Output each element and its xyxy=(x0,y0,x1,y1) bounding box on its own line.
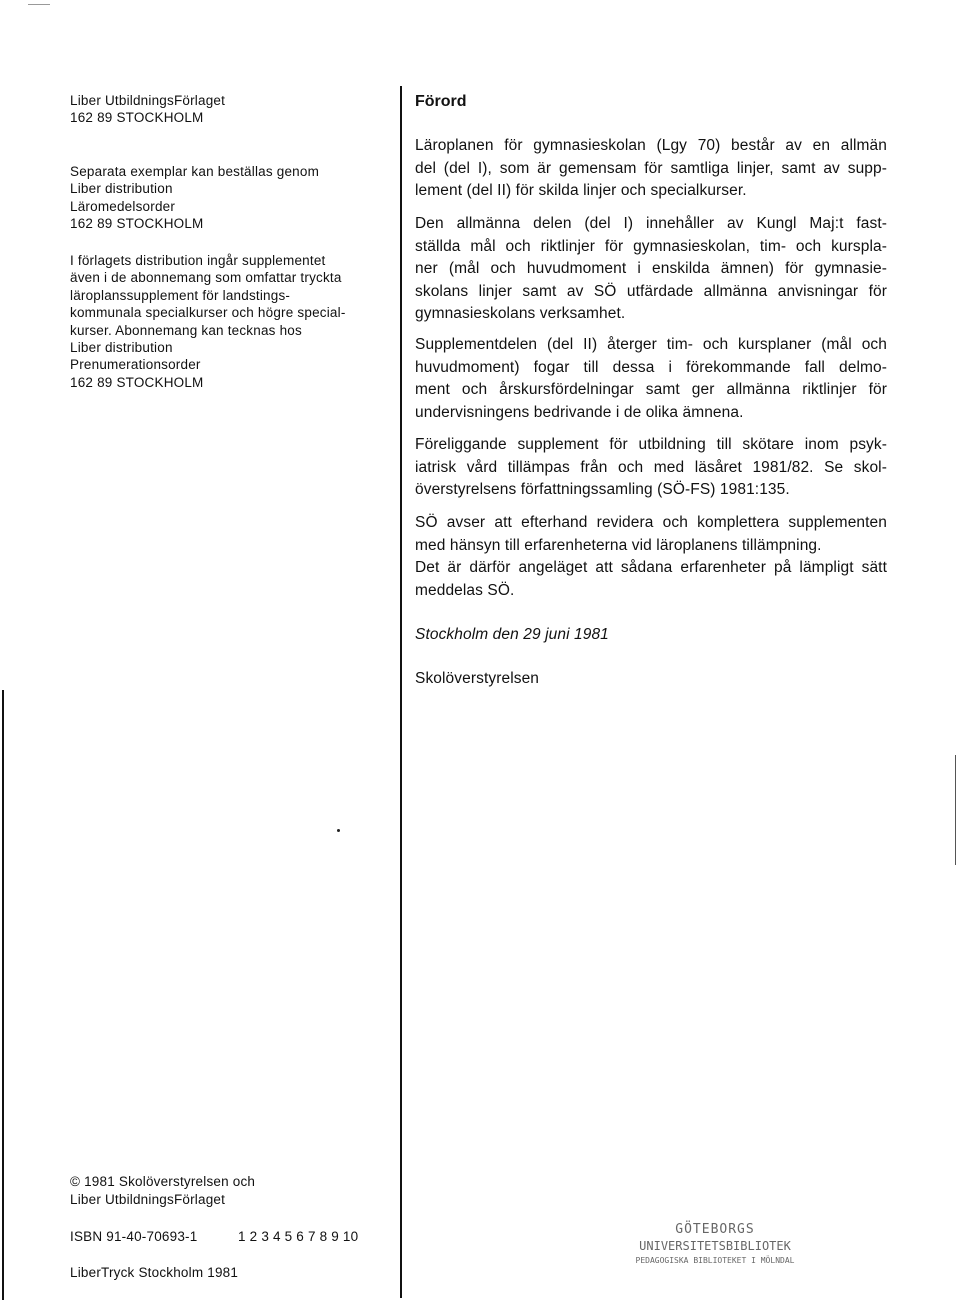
paragraph-line: Supplementdelen (del II) återger tim- och kursplaner (mål och xyxy=(415,336,887,353)
distribution-line: 162 89 STOCKHOLM xyxy=(70,374,204,390)
paragraph-1 xyxy=(415,135,887,203)
order-line: 162 89 STOCKHOLM xyxy=(70,216,204,232)
library-stamp xyxy=(630,1222,800,1265)
stamp-line: PEDAGOGISKA BIBLIOTEKET I MÖLNDAL xyxy=(635,1256,795,1265)
distribution-info-block xyxy=(70,252,346,391)
paragraph-2 xyxy=(415,213,887,326)
paragraph-line: meddelas SÖ. xyxy=(415,581,515,599)
paragraph-line: SÖ avser att efterhand revidera och komplettera supplementen xyxy=(415,514,887,531)
distribution-line: även i de abonnemang som omfattar tryckta xyxy=(70,270,342,286)
paragraph-4 xyxy=(415,434,887,502)
order-info-block xyxy=(70,163,319,233)
paragraph-line: ment och årskursfördelningar samt ger allmänna riktlinjer för xyxy=(415,381,887,398)
vertical-rule xyxy=(400,86,402,1298)
paragraph-line: skolans linjer samt av SÖ utfärdade allmänna anvisningar för xyxy=(415,282,887,300)
order-line: Separata exemplar kan beställas genom xyxy=(70,164,320,179)
paragraph-line: del (del I), som är gemensam för samtliga linjer, samt av supp- xyxy=(415,159,887,177)
printer-line: LiberTryck Stockholm 1981 xyxy=(70,1265,239,1280)
paragraph-line: lement (del II) för skilda linjer och specialkurser. xyxy=(415,182,747,199)
publisher-block xyxy=(70,92,225,127)
distribution-line: I förlagets distribution ingår supplementet xyxy=(70,253,326,268)
paragraph-line: Läroplanen för gymnasieskolan (Lgy 70) består av en allmän xyxy=(415,137,887,154)
paragraph-line: Den allmänna delen (del I) innehåller av Kungl Maj:t fast- xyxy=(415,215,887,232)
order-line: Liber distribution xyxy=(70,181,173,197)
paragraph-line: överstyrelsens författningssamling (SÖ-FS) 1981:135. xyxy=(415,481,790,498)
distribution-line: kurser. Abonnemang kan tecknas hos xyxy=(70,322,302,338)
paragraph-line: med hänsyn till erfarenheterna vid läroplanens tillämpning. xyxy=(415,536,822,554)
place-date: Stockholm den 29 juni 1981 xyxy=(415,626,609,643)
signature: Skolöverstyrelsen xyxy=(415,670,540,687)
print-numbers: 1 2 3 4 5 6 7 8 9 10 xyxy=(238,1229,359,1244)
scan-edge-line xyxy=(2,690,4,1300)
distribution-line: läroplanssupplement för landstings- xyxy=(70,287,291,303)
isbn: ISBN 91-40-70693-1 xyxy=(70,1229,198,1244)
scan-speck xyxy=(337,829,340,832)
paragraph-line: gymnasieskolans verksamhet. xyxy=(415,305,626,322)
paragraph-line: Föreliggande supplement för utbildning till skötare inom psyk- xyxy=(415,436,887,453)
paragraph-line: undervisningens bedrivande i de olika ämnena. xyxy=(415,403,744,421)
distribution-line: kommunala specialkurser och högre special- xyxy=(70,305,346,321)
paragraph-line: iatrisk vård tillämpas från och med läsåret 1981/82. Se skol- xyxy=(415,458,887,476)
scan-corner-mark xyxy=(28,4,50,5)
scan-edge-line-right xyxy=(955,755,956,865)
publisher-line: Liber UtbildningsFörlaget xyxy=(70,93,226,108)
paragraph-line: huvudmoment) fogar till dessa i förekommande fall delmo- xyxy=(415,358,887,376)
paragraph-3 xyxy=(415,334,887,424)
paragraph-line: ställda mål och riktlinjer för gymnasieskolan, tim- och kurspla- xyxy=(415,237,887,255)
paragraph-5 xyxy=(415,512,887,602)
copyright-line: Liber UtbildningsFörlaget xyxy=(70,1192,226,1207)
distribution-line: Liber distribution xyxy=(70,340,173,356)
page-title: Förord xyxy=(415,93,467,110)
publisher-line: 162 89 STOCKHOLM xyxy=(70,110,204,126)
stamp-line: GÖTEBORGS xyxy=(675,1222,755,1237)
paragraph-line: ner (mål och huvudmoment i enskilda ämnen) för gymnasie- xyxy=(415,260,887,277)
distribution-line: Prenumerationsorder xyxy=(70,357,201,373)
stamp-line: UNIVERSITETSBIBLIOTEK xyxy=(639,1239,791,1253)
paragraph-line: Det är därför angeläget att sådana erfarenheter på lämpligt sätt xyxy=(415,559,887,576)
order-line: Läromedelsorder xyxy=(70,198,176,214)
copyright-line: © 1981 Skolöverstyrelsen och xyxy=(70,1174,256,1189)
